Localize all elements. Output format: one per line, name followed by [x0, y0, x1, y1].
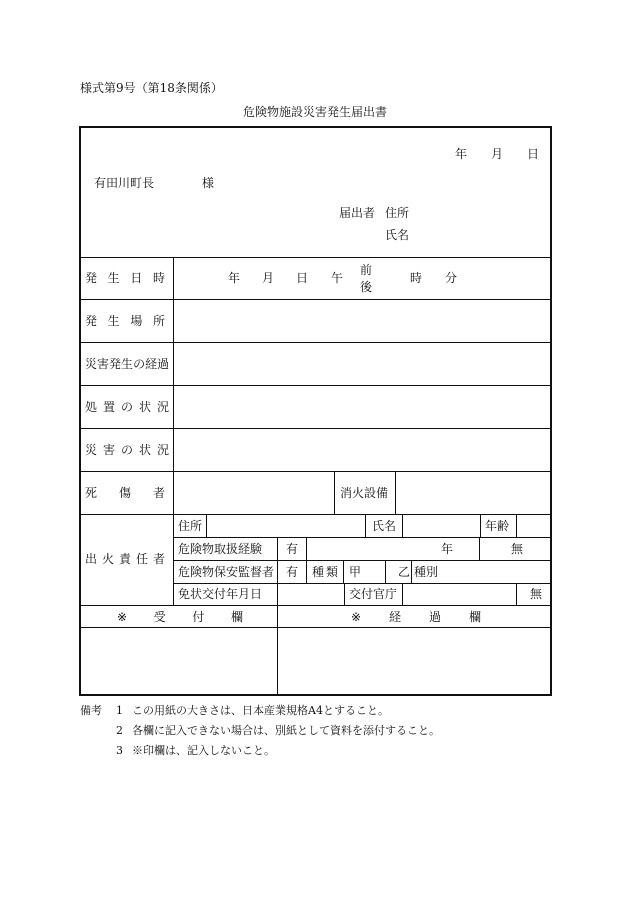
safety-supervisor-label: 危険物保安監督者 — [178, 565, 275, 579]
remarks — [80, 705, 580, 765]
resp-name-label: 氏名 — [372, 519, 397, 533]
license-date-label: 免状交付年月日 — [178, 587, 263, 601]
remark-number: 2 — [116, 724, 123, 737]
resp-address-label: 住所 — [178, 519, 203, 533]
damage-status-label: 災 害 の 状 況 — [85, 443, 169, 457]
dt-year: 年 — [228, 271, 241, 285]
form-frame — [79, 126, 552, 696]
handling-experience-label: 危険物取扱経験 — [178, 542, 263, 556]
experience-years: 年 — [441, 542, 454, 556]
dt-month: 月 — [262, 271, 275, 285]
treatment-status-label: 処 置 の 状 況 — [85, 400, 169, 414]
dt-hour: 時 — [410, 271, 423, 285]
remark-number: 3 — [116, 744, 123, 757]
class-otsu: 乙 — [398, 565, 411, 579]
date-month-label: 月 — [491, 147, 504, 161]
dt-day: 日 — [296, 271, 309, 285]
responsible-person-label: 出 火 責 任 者 — [85, 552, 165, 566]
remarks-label: 備考 — [80, 704, 102, 717]
occurrence-place-label: 発 生 場 所 — [85, 314, 165, 328]
date-year-label: 年 — [455, 147, 468, 161]
reception-header: ※ 受 付 欄 — [117, 610, 243, 624]
form-number: 様式第9号（第18条関係） — [80, 81, 223, 95]
disaster-process-label: 災 害 発 生 の 経 過 — [85, 357, 170, 371]
occurrence-datetime-label: 発 生 日 時 — [85, 271, 165, 285]
honorific: 様 — [202, 176, 215, 190]
dt-noon: 午 — [331, 271, 344, 285]
casualties-label: 死 傷 者 — [85, 486, 165, 500]
kind-label: 種 類 — [312, 565, 338, 579]
document-title: 危険物施設災害発生届出書 — [242, 105, 387, 119]
experience-none: 無 — [511, 542, 524, 556]
notifier-name-label: 氏名 — [385, 228, 410, 242]
dt-am: 前 — [360, 263, 373, 277]
progress-header: ※ 経 過 欄 — [351, 610, 481, 624]
type-label: 種別 — [414, 565, 439, 579]
issuing-office-label: 交付官庁 — [349, 587, 398, 601]
supervisor-has: 有 — [286, 565, 299, 579]
remark-text: この用紙の大きさは、日本産業規格A4とすること。 — [132, 704, 389, 717]
remark-text: 各欄に記入できない場合は、別紙として資料を添付すること。 — [132, 724, 440, 737]
notifier-address-label: 住所 — [385, 206, 410, 220]
license-none: 無 — [530, 587, 543, 601]
class-kou: 甲 — [349, 565, 362, 579]
fire-equipment-label: 消火設備 — [340, 486, 389, 500]
dt-minute: 分 — [445, 271, 458, 285]
experience-has: 有 — [286, 542, 299, 556]
remark-number: 1 — [116, 704, 123, 717]
addressee: 有田川町長 — [94, 176, 155, 190]
date-day-label: 日 — [527, 147, 540, 161]
resp-age-label: 年齢 — [485, 519, 510, 533]
remark-text: ※印欄は、記入しないこと。 — [132, 744, 275, 757]
notifier-label: 届出者 — [339, 206, 376, 220]
dt-pm: 後 — [360, 280, 373, 294]
